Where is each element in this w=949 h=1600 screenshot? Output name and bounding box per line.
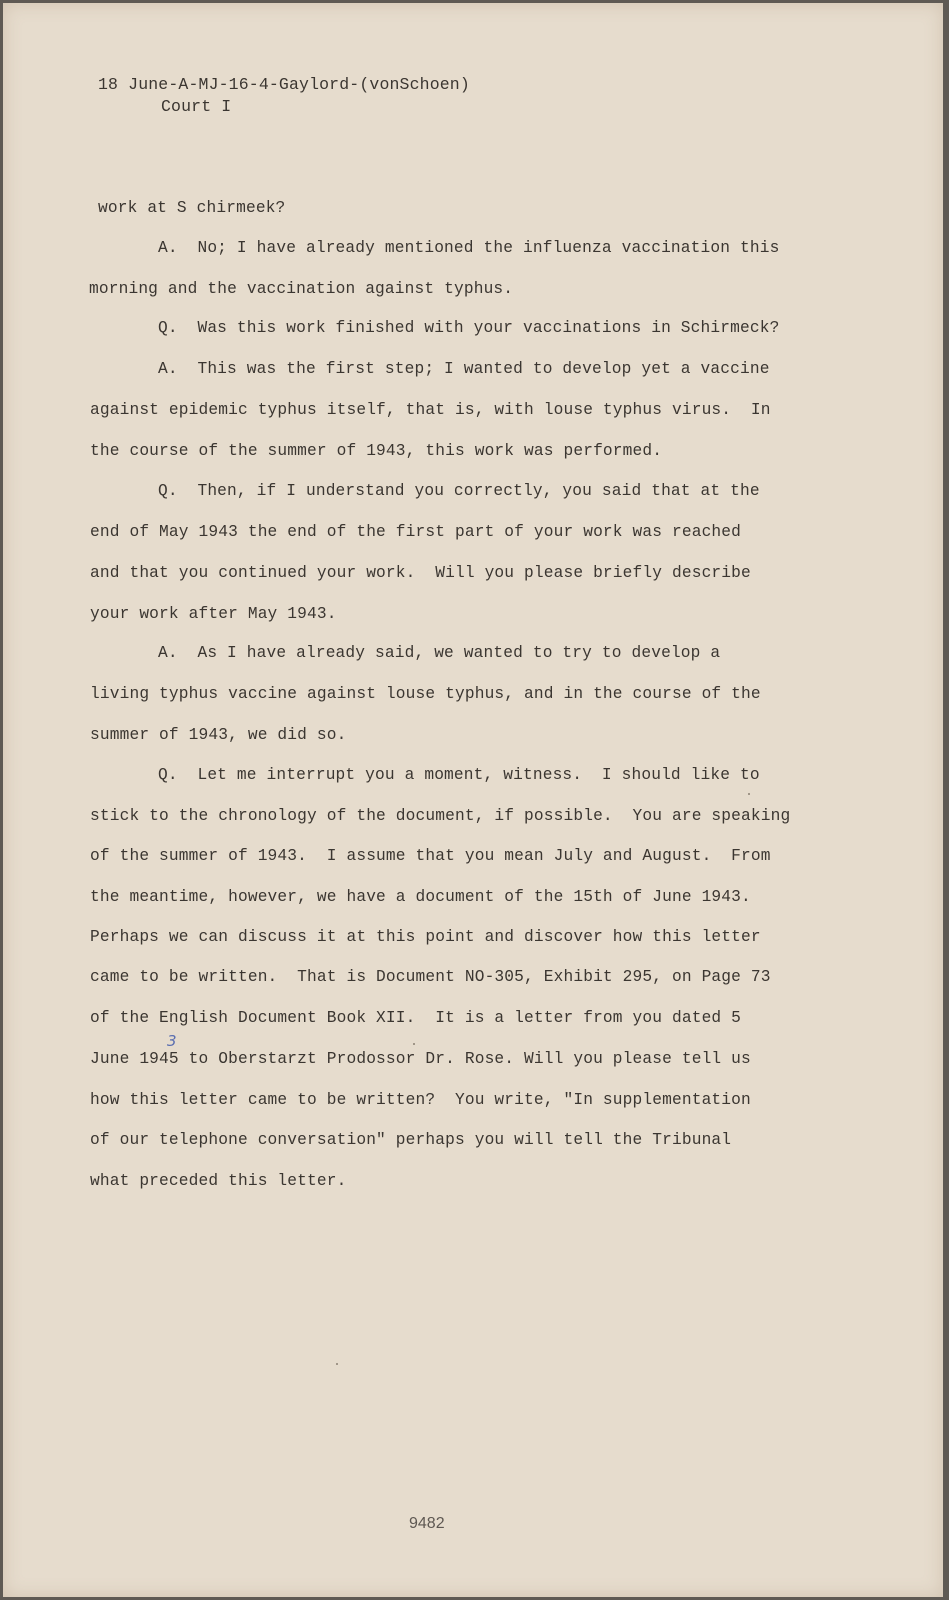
handwritten-correction: 3 xyxy=(167,1032,177,1050)
body-line: living typhus vaccine against louse typhus, and in the course of the xyxy=(90,685,761,703)
body-line: against epidemic typhus itself, that is, with louse typhus virus. In xyxy=(90,401,771,419)
paper-speck xyxy=(336,1363,338,1365)
body-line: A. No; I have already mentioned the influenza vaccination this xyxy=(158,239,780,257)
body-line: what preceded this letter. xyxy=(90,1172,347,1190)
body-line: end of May 1943 the end of the first part of your work was reached xyxy=(90,523,742,541)
paper-speck xyxy=(748,793,750,795)
body-line: how this letter came to be written? You write, "In supplementation xyxy=(90,1091,751,1109)
body-line: work at S chirmeek? xyxy=(98,199,286,217)
paper-speck xyxy=(413,1043,415,1045)
body-line: the meantime, however, we have a document of the 15th of June 1943. xyxy=(90,888,751,906)
body-line: your work after May 1943. xyxy=(90,605,337,623)
header-line-1: 18 June-A-MJ-16-4-Gaylord-(vonSchoen) xyxy=(98,75,470,94)
body-line: June 1945 to Oberstarzt Prodossor Dr. Rose. Will you please tell us xyxy=(90,1050,751,1068)
body-line: of the English Document Book XII. It is a letter from you dated 5 xyxy=(90,1009,742,1027)
body-line: came to be written. That is Document NO-305, Exhibit 295, on Page 73 xyxy=(90,968,771,986)
document-page xyxy=(3,3,943,1597)
header-line-2: Court I xyxy=(161,97,232,116)
body-line: Q. Then, if I understand you correctly, you said that at the xyxy=(158,482,760,500)
body-line: of the summer of 1943. I assume that you mean July and August. From xyxy=(90,847,771,865)
body-line: Perhaps we can discuss it at this point and discover how this letter xyxy=(90,928,761,946)
body-line: Q. Was this work finished with your vaccinations in Schirmeck? xyxy=(158,319,780,337)
body-line: Q. Let me interrupt you a moment, witness. I should like to xyxy=(158,766,760,784)
page-number: 9482 xyxy=(409,1515,445,1532)
body-line: morning and the vaccination against typhus. xyxy=(89,280,514,298)
body-line: stick to the chronology of the document, if possible. You are speaking xyxy=(90,807,791,825)
body-line: A. As I have already said, we wanted to try to develop a xyxy=(158,644,721,662)
body-line: the course of the summer of 1943, this work was performed. xyxy=(90,442,663,460)
body-line: A. This was the first step; I wanted to develop yet a vaccine xyxy=(158,360,770,378)
body-line: and that you continued your work. Will you please briefly describe xyxy=(90,564,751,582)
body-line: summer of 1943, we did so. xyxy=(90,726,347,744)
body-line: of our telephone conversation" perhaps you will tell the Tribunal xyxy=(90,1131,732,1149)
